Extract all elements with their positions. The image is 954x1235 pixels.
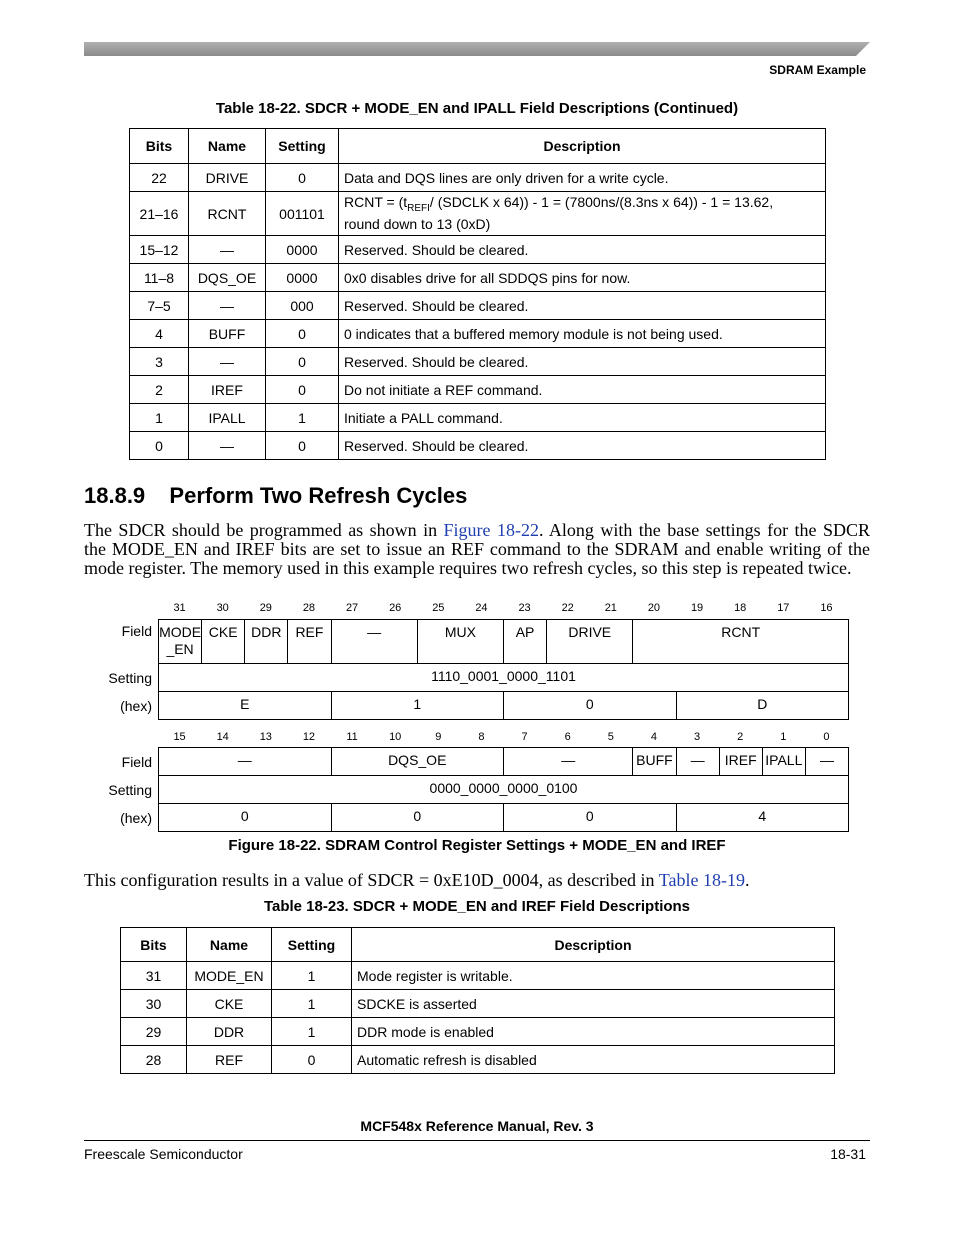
cell-name: DDR xyxy=(187,1018,272,1046)
cell-bits: 28 xyxy=(121,1046,187,1074)
section-title: Perform Two Refresh Cycles xyxy=(169,483,468,508)
bit-number: 22 xyxy=(561,602,574,614)
table-23-caption: Table 18-23. SDCR + MODE_EN and IREF Field Descriptions xyxy=(263,898,691,915)
register-field: REF xyxy=(287,619,331,664)
bit-number: 29 xyxy=(259,602,272,614)
bit-number: 18 xyxy=(734,602,747,614)
figure-link[interactable]: Figure 18-22 xyxy=(443,520,539,540)
table-row xyxy=(130,348,826,376)
bit-number: 13 xyxy=(259,731,272,743)
table-row xyxy=(130,236,826,264)
bit-number: 11 xyxy=(346,731,358,743)
bit-number: 17 xyxy=(777,602,790,614)
section-heading xyxy=(84,483,467,509)
cell-bits: 31 xyxy=(121,962,187,990)
cell-bits: 22 xyxy=(130,164,189,192)
register-field: DDR xyxy=(244,619,288,664)
table-row xyxy=(130,404,826,432)
cell-name: — xyxy=(189,348,266,376)
cell-name: — xyxy=(189,292,266,320)
cell-desc: DDR mode is enabled xyxy=(352,1018,835,1046)
bit-number: 7 xyxy=(521,731,528,743)
cell-desc: Reserved. Should be cleared. xyxy=(339,348,826,376)
cell-setting: 1 xyxy=(272,1018,352,1046)
bit-number: 8 xyxy=(478,731,485,743)
table-row xyxy=(130,320,826,348)
cell-bits: 4 xyxy=(130,320,189,348)
cell-name: IPALL xyxy=(189,404,266,432)
bit-number: 9 xyxy=(435,731,442,743)
register-field: — xyxy=(805,747,849,776)
cell-bits: 0 xyxy=(130,432,189,460)
register-setting-value: 0000_0000_0000_0100 xyxy=(158,775,849,804)
field-row-label: Field xyxy=(121,754,152,770)
register-hex-digit: E xyxy=(158,691,332,720)
bit-number: 20 xyxy=(647,602,661,614)
cell-name: DRIVE xyxy=(189,164,266,192)
paragraph-line: mode register. The memory used in this example requires two refresh cycles, so this step is repeated twice. xyxy=(84,558,852,578)
cell-bits: 3 xyxy=(130,348,189,376)
bit-number: 25 xyxy=(432,602,445,614)
cell-bits: 2 xyxy=(130,376,189,404)
table-22-caption: Table 18-22. SDCR + MODE_EN and IPALL Field Descriptions (Continued) xyxy=(215,100,739,117)
bit-number: 12 xyxy=(302,731,316,743)
cell-setting: 0000 xyxy=(266,264,339,292)
bit-number: 10 xyxy=(389,731,402,743)
cell-setting: 1 xyxy=(272,990,352,1018)
register-field: MODE _EN xyxy=(158,619,202,664)
table-row xyxy=(121,962,835,990)
bit-number: 28 xyxy=(302,602,316,614)
cell-setting: 0 xyxy=(266,320,339,348)
col-setting: Setting xyxy=(272,928,352,962)
register-hex-digit: D xyxy=(676,691,850,720)
cell-bits: 29 xyxy=(121,1018,187,1046)
cell-bits: 21–16 xyxy=(130,192,189,236)
table-row xyxy=(130,264,826,292)
cell-desc: Initiate a PALL command. xyxy=(339,404,826,432)
bit-number: 26 xyxy=(389,602,402,614)
register-hex-digit: 1 xyxy=(331,691,505,720)
cell-desc: Data and DQS lines are only driven for a write cycle. xyxy=(339,164,826,192)
register-field: — xyxy=(331,619,418,664)
cell-desc: Mode register is writable. xyxy=(352,962,835,990)
footer-company: Freescale Semiconductor xyxy=(84,1146,243,1162)
field-row-label: Field xyxy=(121,623,152,639)
cell-setting: 001101 xyxy=(266,192,339,236)
cell-name: BUFF xyxy=(189,320,266,348)
register-field: DQS_OE xyxy=(331,747,505,776)
cell-name: REF xyxy=(187,1046,272,1074)
register-field: CKE xyxy=(201,619,245,664)
bit-number: 0 xyxy=(823,731,830,743)
bit-number: 16 xyxy=(820,602,833,614)
config-paragraph: This configuration results in a value of SDCR = 0xE10D_0004, as described in Table 18-19. xyxy=(84,870,750,890)
cell-desc: SDCKE is asserted xyxy=(352,990,835,1018)
paragraph-line: the MODE_EN and IREF bits are set to issue an REF command to the SDRAM and enable writing of the xyxy=(84,539,870,559)
cell-desc: 0x0 disables drive for all SDDQS pins for now. xyxy=(339,264,826,292)
cell-name: RCNT xyxy=(189,192,266,236)
figure-caption: Figure 18-22. SDRAM Control Register Settings + MODE_EN and IREF xyxy=(228,837,726,854)
cell-setting: 0 xyxy=(266,348,339,376)
register-field: AP xyxy=(503,619,547,664)
table-23 xyxy=(120,927,835,1074)
bit-number: 31 xyxy=(173,602,186,614)
register-hex-digit: 0 xyxy=(331,803,505,832)
bit-number: 2 xyxy=(737,731,744,743)
cell-setting: 000 xyxy=(266,292,339,320)
bit-number: 23 xyxy=(518,602,531,614)
cell-bits: 7–5 xyxy=(130,292,189,320)
cell-setting: 1 xyxy=(272,962,352,990)
hex-row-label: (hex) xyxy=(120,810,152,826)
bit-number: 21 xyxy=(604,602,617,614)
cell-bits: 11–8 xyxy=(130,264,189,292)
table-row xyxy=(130,164,826,192)
register-field: IREF xyxy=(719,747,763,776)
col-setting: Setting xyxy=(266,129,339,164)
hex-row-label: (hex) xyxy=(120,698,152,714)
cell-name: — xyxy=(189,236,266,264)
cell-name: CKE xyxy=(187,990,272,1018)
table-link[interactable]: Table 18-19 xyxy=(658,870,745,890)
bit-number: 15 xyxy=(173,731,186,743)
cell-setting: 0000 xyxy=(266,236,339,264)
register-hex-digit: 0 xyxy=(158,803,332,832)
register-field: DRIVE xyxy=(546,619,633,664)
col-bits: Bits xyxy=(130,129,189,164)
register-field: — xyxy=(503,747,633,776)
table-row xyxy=(130,432,826,460)
col-description: Description xyxy=(352,928,835,962)
bit-number: 19 xyxy=(690,602,704,614)
table-row xyxy=(130,192,826,236)
cell-setting: 0 xyxy=(272,1046,352,1074)
cell-desc: Reserved. Should be cleared. xyxy=(339,236,826,264)
cell-bits: 30 xyxy=(121,990,187,1018)
cell-bits: 15–12 xyxy=(130,236,189,264)
bit-number: 4 xyxy=(650,731,657,743)
register-field: MUX xyxy=(417,619,504,664)
bit-number: 30 xyxy=(216,602,229,614)
register-field: BUFF xyxy=(632,747,676,776)
bit-number: 3 xyxy=(694,731,701,743)
table-row xyxy=(130,376,826,404)
table-row xyxy=(121,1046,835,1074)
register-hex-digit: 0 xyxy=(503,691,677,720)
col-name: Name xyxy=(189,129,266,164)
table-22 xyxy=(129,128,826,460)
cell-setting: 0 xyxy=(266,376,339,404)
col-bits: Bits xyxy=(121,928,187,962)
cell-name: DQS_OE xyxy=(189,264,266,292)
cell-name: MODE_EN xyxy=(187,962,272,990)
setting-row-label: Setting xyxy=(108,782,152,798)
cell-name: — xyxy=(189,432,266,460)
bit-number: 24 xyxy=(475,602,488,614)
cell-bits: 1 xyxy=(130,404,189,432)
bit-number: 27 xyxy=(345,602,359,614)
setting-row-label: Setting xyxy=(108,670,152,686)
register-hex-digit: 4 xyxy=(676,803,850,832)
register-setting-value: 1110_0001_0000_1101 xyxy=(158,663,849,692)
col-name: Name xyxy=(187,928,272,962)
cell-desc: 0 indicates that a buffered memory module is not being used. xyxy=(339,320,826,348)
register-field: — xyxy=(676,747,720,776)
paragraph-line: The SDCR should be programmed as shown in Figure 18-22. Along with the base settings for the SDCR xyxy=(84,520,871,540)
register-field: RCNT xyxy=(632,619,849,664)
section-paragraph xyxy=(84,521,870,578)
footer-manual-title: MCF548x Reference Manual, Rev. 3 xyxy=(360,1118,594,1134)
register-hex-digit: 0 xyxy=(503,803,677,832)
bit-number: 14 xyxy=(216,731,229,743)
footer-rule xyxy=(84,1140,870,1141)
bit-number: 1 xyxy=(780,731,787,743)
cell-setting: 1 xyxy=(266,404,339,432)
cell-desc: Do not initiate a REF command. xyxy=(339,376,826,404)
cell-name: IREF xyxy=(189,376,266,404)
register-field: — xyxy=(158,747,332,776)
cell-desc: Automatic refresh is disabled xyxy=(352,1046,835,1074)
cell-desc: Reserved. Should be cleared. xyxy=(339,292,826,320)
table-row xyxy=(130,292,826,320)
table-row xyxy=(121,1018,835,1046)
register-field: IPALL xyxy=(762,747,806,776)
cell-desc: Reserved. Should be cleared. xyxy=(339,432,826,460)
cell-setting: 0 xyxy=(266,432,339,460)
cell-setting: 0 xyxy=(266,164,339,192)
bit-number: 5 xyxy=(607,731,614,743)
table-row xyxy=(121,990,835,1018)
bit-number: 6 xyxy=(564,731,571,743)
col-description: Description xyxy=(339,129,826,164)
footer-page-number: 18-31 xyxy=(830,1146,866,1162)
cell-desc: RCNT = ($t_{REFI}/$ (SDCLK x 64)) - 1 = (7800ns/(8.3ns x 64)) - 1 = 13.62, round down to 13 (0xD) xyxy=(339,192,826,236)
section-number: 18.8.9 xyxy=(84,483,146,508)
section-label: SDRAM Example xyxy=(769,63,866,77)
header-bar xyxy=(84,42,870,56)
